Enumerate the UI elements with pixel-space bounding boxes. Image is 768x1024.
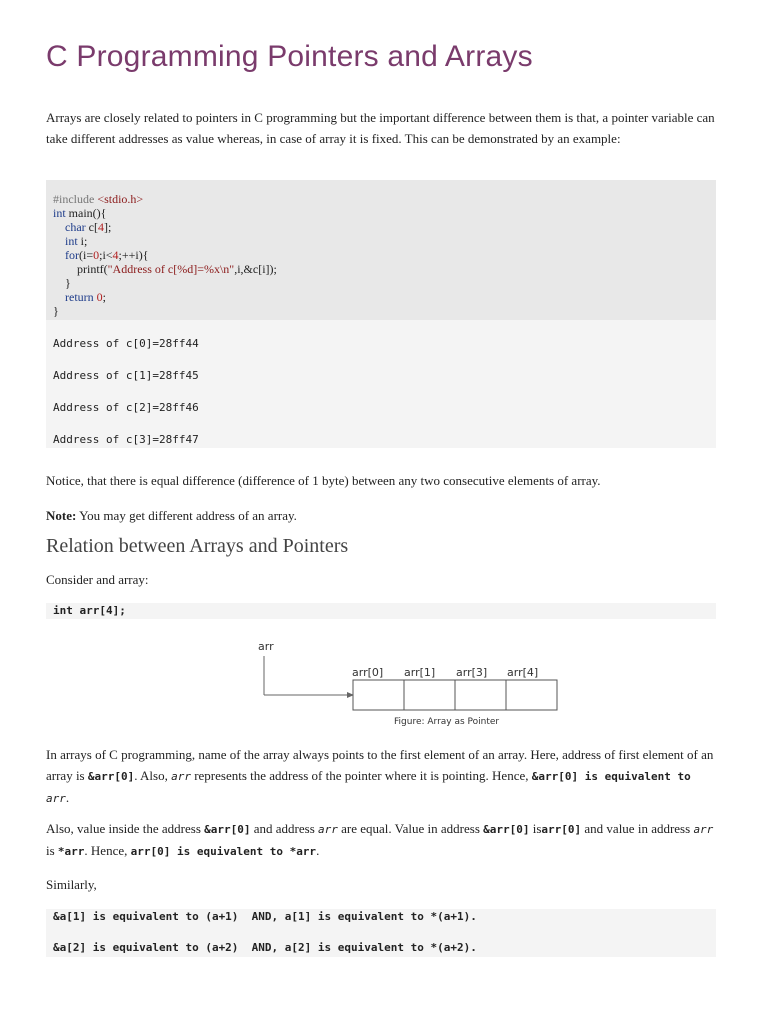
text-run: and address — [250, 821, 319, 836]
output-line: Address of c[3]=28ff47 — [53, 433, 199, 446]
note-label: Note: — [46, 508, 77, 523]
inline-code: &arr[0] — [483, 823, 530, 836]
figure-cell-label: arr[4] — [507, 666, 539, 679]
figure-caption: Figure: Array as Pointer — [394, 717, 500, 727]
section-heading: Relation between Arrays and Pointers — [46, 535, 349, 557]
note-text: You may get different address of an array. — [76, 508, 297, 523]
code-line-1 — [53, 192, 716, 206]
text-run: . Hence, — [84, 843, 131, 858]
output-line: Address of c[1]=28ff45 — [53, 369, 199, 382]
code-line-4 — [53, 234, 716, 248]
equivalence-line: &a[2] is equivalent to (a+2) AND, a[2] is equivalent to *(a+2). — [46, 931, 716, 957]
code-token: i; — [77, 234, 88, 248]
text-run: . Also, — [134, 768, 172, 783]
array-as-pointer-figure — [256, 638, 539, 730]
code-token: int — [65, 234, 78, 248]
code-token: ;++i){ — [118, 248, 149, 262]
array-declaration: int arr[4]; — [46, 603, 716, 619]
intro-paragraph: Arrays are closely related to pointers in C programming but the important difference between them is that, a pointer variable can take different addresses as value whereas, in case of array it is fixed. This can be demonstrated by an example: — [46, 110, 715, 146]
inline-code: arr — [171, 770, 191, 783]
similarly-paragraph: Similarly, — [46, 877, 97, 892]
text-run: and value in address — [581, 821, 694, 836]
figure-cell — [353, 680, 404, 710]
text-run: is — [46, 843, 58, 858]
inline-code: &arr[0] — [87, 770, 135, 783]
figure-cell — [506, 680, 557, 710]
code-token: return — [65, 290, 94, 304]
code-line-8 — [53, 290, 716, 304]
notice-paragraph: Notice, that there is equal difference (difference of 1 byte) between any two consecutive elements of array. — [46, 473, 601, 488]
code-token: } — [53, 304, 59, 318]
code-token: <stdio.h> — [97, 192, 144, 206]
inline-code: arr — [693, 823, 714, 836]
code-token: 4 — [112, 248, 119, 262]
consider-paragraph: Consider and array: — [46, 572, 149, 587]
inline-code: arr — [318, 823, 338, 836]
code-token: #include — [53, 192, 98, 206]
code-line-6 — [53, 262, 716, 276]
inline-code: *arr — [57, 845, 85, 858]
text-run: are equal. Value in address — [337, 821, 484, 836]
inline-code: &arr[0] — [204, 823, 251, 836]
text-run: In arrays of C programming, name of the array always points to the first element of an array. Here, address of first element of an array is — [46, 747, 714, 783]
figure-cell-label: arr[3] — [456, 666, 488, 679]
code-token: c[ — [85, 220, 98, 234]
code-token: ]; — [103, 220, 112, 234]
code-line-9 — [53, 304, 716, 318]
equivalence-line: &a[1] is equivalent to (a+1) AND, a[1] is equivalent to *(a+1). — [46, 909, 716, 931]
code-token: 4 — [97, 220, 104, 234]
figure-cell — [455, 680, 506, 710]
code-token: ; — [102, 290, 106, 304]
code-token: "Address of c[%d]=%x\n" — [107, 262, 235, 276]
code-token: int — [53, 206, 66, 220]
text-run: . — [65, 790, 70, 805]
output-line: Address of c[2]=28ff46 — [53, 401, 199, 414]
code-token: ,i,&c[i]); — [234, 262, 277, 276]
output-block — [46, 320, 716, 448]
text-run: Also, value inside the address — [46, 821, 205, 836]
figure-pointer-label: arr — [258, 640, 274, 653]
code-token: for — [65, 248, 79, 262]
note-paragraph — [46, 505, 297, 526]
values-paragraph — [46, 818, 718, 862]
code-token: (i= — [79, 248, 94, 262]
code-token: ;i< — [99, 248, 113, 262]
output-line: Address of c[0]=28ff44 — [53, 337, 199, 350]
code-token: 0 — [93, 248, 100, 262]
text-run: is — [529, 821, 542, 836]
text-run: represents the address of the pointer where it is pointing. Hence, — [190, 768, 532, 783]
code-line-2 — [53, 206, 716, 220]
code-token: 0 — [96, 290, 103, 304]
inline-code: arr[0] — [541, 823, 582, 836]
inline-code: &arr[0] is equivalent to — [531, 770, 691, 783]
figure-cell-label: arr[0] — [352, 666, 384, 679]
figure-cell — [404, 680, 455, 710]
example-code-block — [46, 180, 716, 320]
code-line-7 — [53, 276, 716, 290]
inline-code: arr[0] is equivalent to *arr — [130, 845, 317, 858]
code-line-3 — [53, 220, 716, 234]
code-token: printf( — [77, 262, 108, 276]
arrays-paragraph — [46, 744, 718, 809]
text-run: . — [316, 843, 320, 858]
code-token: char — [65, 220, 86, 234]
inline-code: arr — [46, 792, 66, 805]
page-title: C Programming Pointers and Arrays — [46, 40, 533, 73]
figure-cell-label: arr[1] — [404, 666, 436, 679]
code-token: main(){ — [65, 206, 107, 220]
code-line-5 — [53, 248, 716, 262]
code-token: } — [65, 276, 71, 290]
